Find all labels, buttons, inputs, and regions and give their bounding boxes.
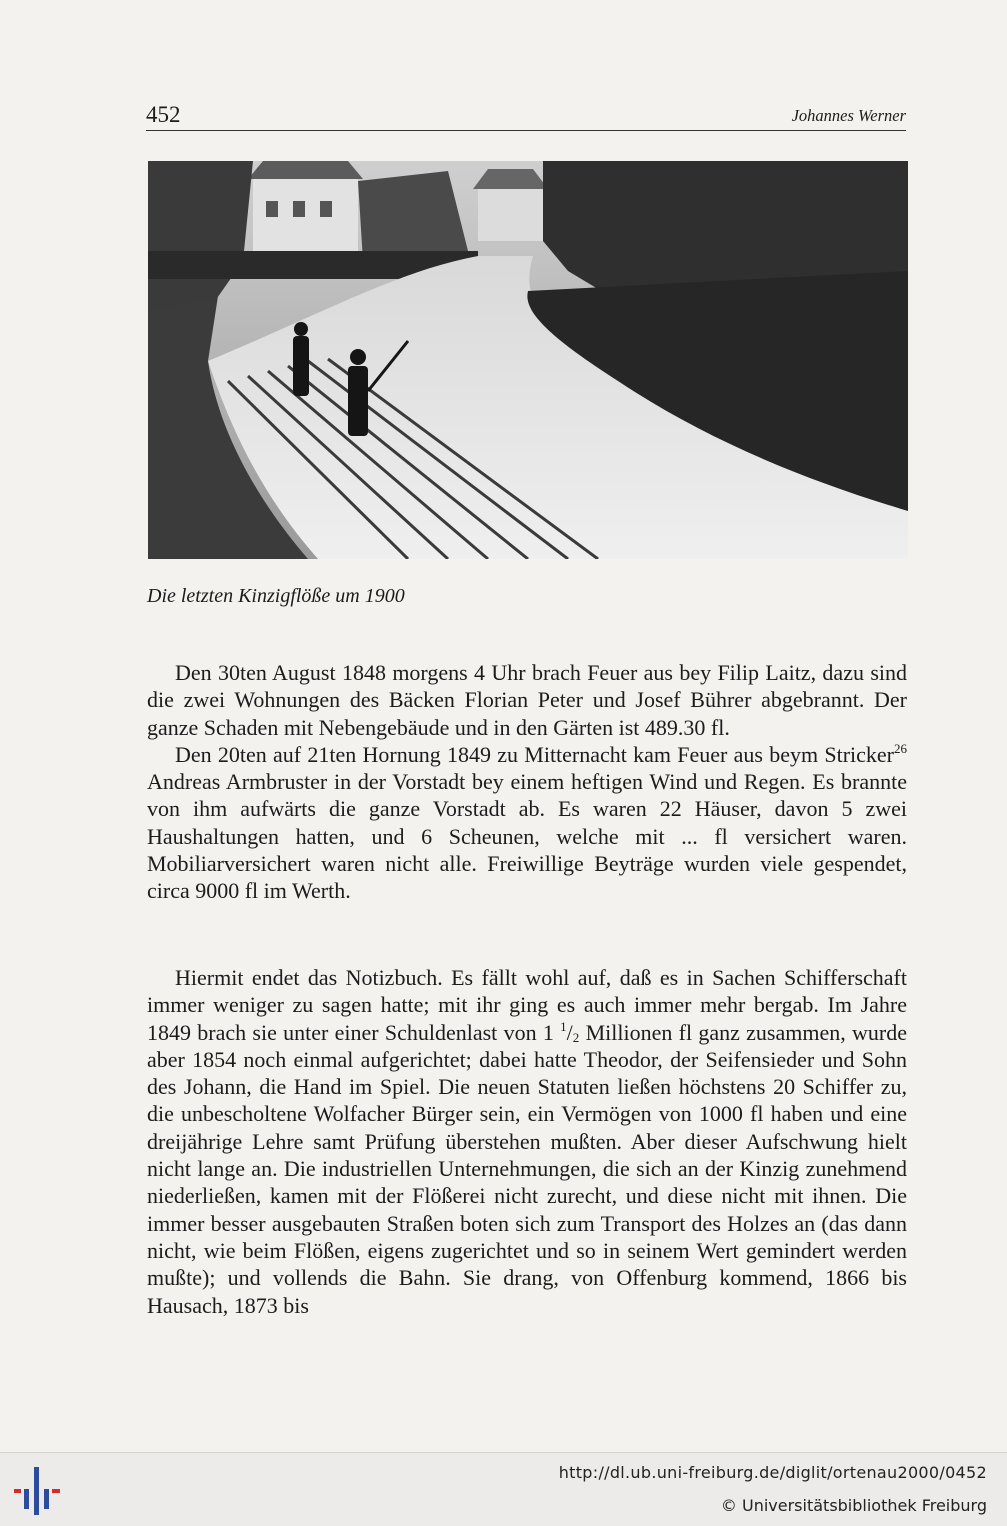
footnote-marker: 26 xyxy=(894,740,907,756)
page-number: 452 xyxy=(146,102,181,127)
paragraph xyxy=(147,964,907,1319)
text-run: Den 20ten auf 21ten Hornung 1849 zu Mitternacht kam Feuer aus beym Stricker xyxy=(175,741,894,767)
fraction-denominator: 2 xyxy=(572,1029,580,1045)
body-section-1 xyxy=(147,659,907,905)
fraction-whole: 1 xyxy=(542,1019,554,1045)
header-rule xyxy=(146,130,906,131)
viewer-footer xyxy=(0,1452,1007,1526)
house xyxy=(478,186,543,241)
text-run: Millionen fl ganz zusammen, wurde aber 1854 noch einmal aufgerichtet; dabei hatte Theodor, der Seifensieder und Sohn des Johann, die Hand im Spiel. Die neuen Statuten ließen höchstens 20 Schiffer zu, die unbescholtene Wolfacher Bürger sein, ein Vermögen von 1000 fl haben und eine dreijährige Lehre samt Prüfung überstehen mußten. Aber dieser Aufschwung hielt nicht lange an. Die industriellen Unternehmungen, die sich an der Kinzig zunehmend niederließen, kamen mit der Flößerei nicht zurecht, und diese nicht mit ihnen. Die immer besser ausgebauten Straßen boten sich zum Transport des Holzes an (das dann nicht, wie beim Flößen, eigens zugerichtet und so in seinem Wert gemindert werden mußte); und vollends die Bahn. Sie drang, von Offenburg kommend, 1866 bis Hausach, 1873 bis xyxy=(147,1019,907,1318)
figure-caption: Die letzten Kinzigflöße um 1900 xyxy=(147,585,405,607)
house xyxy=(253,176,358,261)
source-url-link[interactable]: http://dl.ub.uni-freiburg.de/diglit/ortenau2000/0452 xyxy=(558,1463,987,1482)
body-section-2 xyxy=(147,964,907,1319)
fraction: 1 $^1/_2$ xyxy=(542,1018,580,1045)
running-header-author: Johannes Werner xyxy=(791,106,906,125)
paragraph xyxy=(147,741,907,905)
library-logo-icon xyxy=(12,1465,64,1517)
text-run: Hiermit endet das Notizbuch. Es fällt wohl auf, daß es in Sachen Schifferschaft immer weniger zu sagen hatte; mit ihr ging es auch immer mehr bergab. Im Jahre 1849 brach sie unter einer Schuldenlast von xyxy=(147,965,907,1045)
copyright-notice: © Universitätsbibliothek Freiburg xyxy=(720,1496,987,1515)
text-run: Andreas Armbruster in der Vorstadt bey einem heftigen Wind und Regen. Es brannte von ihm aufwärts die ganze Vorstadt ab. Es waren 22 Häuser, davon 5 zwei Haushaltungen hatten, und 6 Scheunen, welche mit ... fl versichert waren. Mobiliarversichert waren nicht alle. Freiwillige Beyträge wurden viele gespendet, circa 9000 fl im Werth. xyxy=(147,769,907,904)
paragraph: Den 30ten August 1848 morgens 4 Uhr brach Feuer aus bey Filip Laitz, dazu sind die zwei Wohnungen des Bäcken Florian Peter und Josef Bührer abgebrannt. Der ganze Schaden mit Nebengebäude und in den Gärten ist 489.30 fl. xyxy=(147,660,907,740)
photo-illustration xyxy=(148,161,908,559)
historic-photo-rafts-on-river xyxy=(148,161,908,559)
fraction-numerator: 1 xyxy=(560,1018,567,1034)
